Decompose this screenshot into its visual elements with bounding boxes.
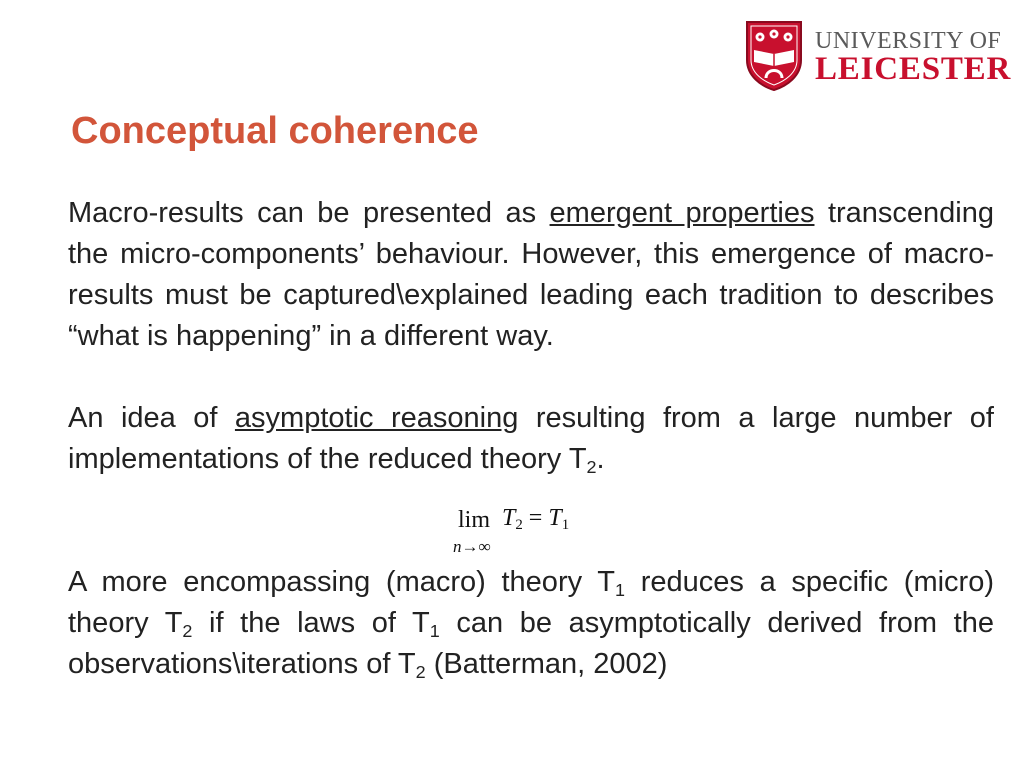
formula-lhs-var: T bbox=[502, 505, 516, 531]
p2-text-before: An idea of bbox=[68, 402, 235, 434]
p1-text-after: transcending the micro-components’ behaviour. However, this emergence of macro-results must be captured\explained leading each tradition to describes “what is happening” in a different way. bbox=[68, 197, 994, 352]
formula-lim: lim bbox=[458, 507, 491, 533]
formula-lhs-sub: 2 bbox=[515, 517, 523, 534]
p3-text-4: can be asymptotically derived from the observations\iterations of T bbox=[68, 607, 994, 680]
formula-limit-under: n→∞ bbox=[453, 537, 491, 556]
p3-sub-3: 1 bbox=[429, 621, 440, 642]
formula-rhs-var: T bbox=[548, 505, 562, 531]
p3-sub-1: 1 bbox=[615, 580, 625, 601]
paragraph-emergent-properties bbox=[68, 193, 994, 357]
slide-body bbox=[68, 193, 994, 685]
p3-sub-2: 2 bbox=[182, 621, 193, 642]
p3-text-3: if the laws of T bbox=[192, 607, 430, 639]
formula-equation bbox=[502, 498, 569, 539]
logo-text-university-of: UNIVERSITY OF bbox=[815, 28, 1002, 54]
logo-text-leicester: LEICESTER bbox=[815, 51, 1012, 87]
formula-rhs-sub: 1 bbox=[561, 517, 570, 534]
asymptotic-reasoning-link[interactable]: asymptotic reasoning bbox=[234, 402, 519, 434]
paragraph-asymptotic-reasoning bbox=[68, 398, 994, 480]
slide-title: Conceptual coherence bbox=[71, 110, 479, 152]
p3-text-5: (Batterman, 2002) bbox=[425, 648, 668, 680]
paragraph-reduction-definition bbox=[68, 562, 994, 685]
limit-formula bbox=[68, 480, 994, 562]
p3-sub-4: 2 bbox=[415, 662, 426, 683]
p3-text-1: A more encompassing (macro) theory T bbox=[68, 566, 615, 598]
university-logo bbox=[745, 20, 1012, 92]
university-crest-icon bbox=[745, 20, 803, 92]
p3-text-2: reduces a specific (micro) theory T bbox=[68, 566, 994, 639]
p2-text-end: . bbox=[596, 443, 605, 475]
p1-text-before: Macro-results can be presented as bbox=[68, 197, 550, 229]
emergent-properties-link[interactable]: emergent properties bbox=[549, 197, 815, 229]
p2-subscript: 2 bbox=[586, 457, 597, 478]
formula-equals: = bbox=[522, 505, 549, 531]
p2-text-after: resulting from a large number of implementations of the reduced theory T bbox=[68, 402, 994, 475]
